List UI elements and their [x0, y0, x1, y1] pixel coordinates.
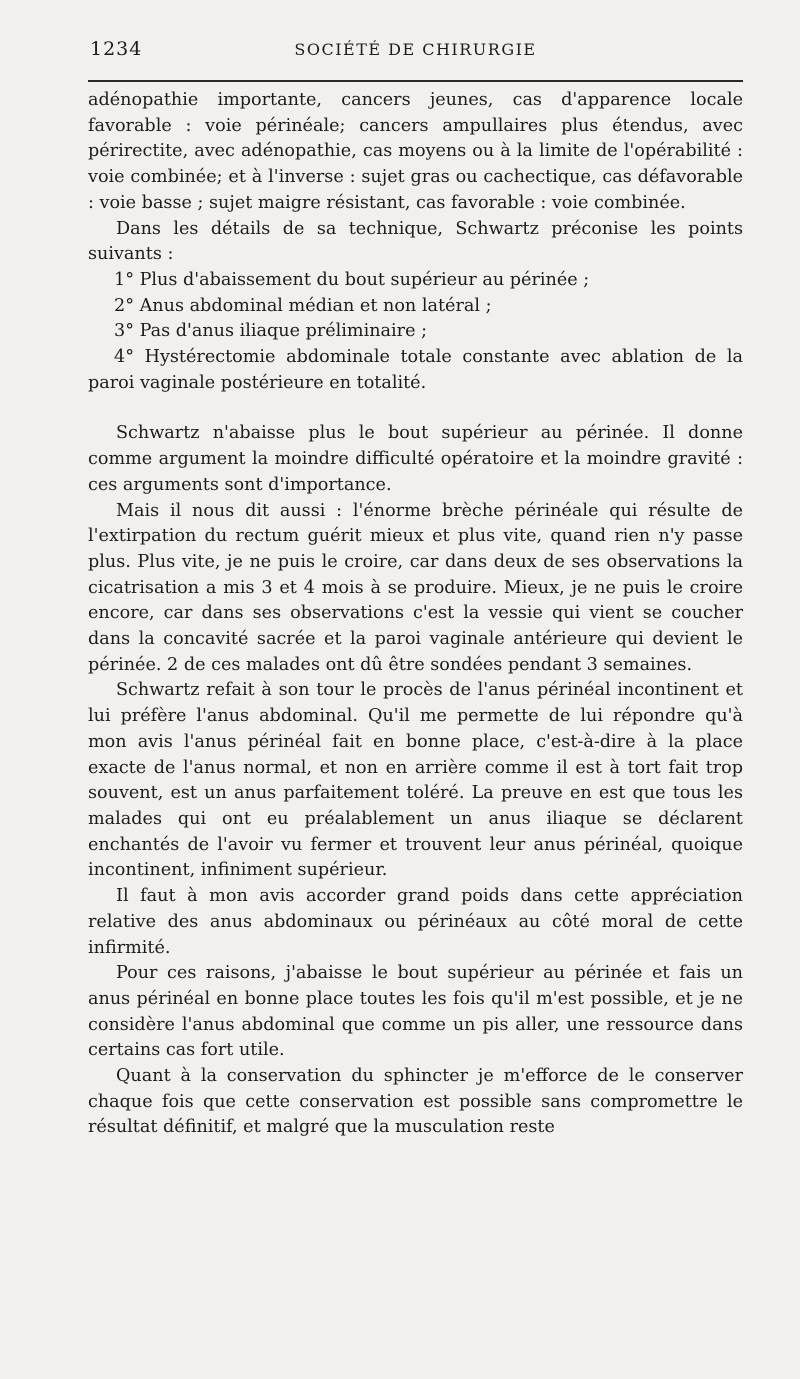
list-item-3: 3° Pas d'anus iliaque préliminaire ; — [114, 321, 428, 342]
list-item-1: 1° Plus d'abaissement du bout supérieur au périnée ; — [114, 269, 590, 290]
section-gap — [88, 396, 743, 421]
page-number: 1234 — [90, 38, 143, 60]
paragraph-anus-perineal: Schwartz refait à son tour le procès de l'anus périnéal incontinent et lui préfère l'anus abdominal. Qu'il me permette de lui répondre qu'à mon avis l'anus périnéal fait en bonne place, c'est-à-dire à la place exacte de l'anus normal, et non en arrière comme il est à tort fait trop souvent, est un anus parfaitement toléré. La preuve en est que tous les malades qui ont eu préalablement un anus iliaque se déclarent enchantés de l'avoir vu fermer et trouvent leur anus périnéal, quoique incontinent, infiniment supérieur. — [88, 680, 743, 881]
running-title: SOCIÉTÉ DE CHIRURGIE — [294, 40, 537, 59]
page-header — [88, 34, 743, 66]
paragraph-breche-perineale: Mais il nous dit aussi : l'énorme brèche périnéale qui résulte de l'extirpation du rectum guérit mieux et plus vite, quand rien n'y passe plus. Plus vite, je ne puis le croire, car dans deux de ses observations la cicatrisation a mis 3 et 4 mois à se produire. Mieux, je ne puis le croire encore, car dans ses observations c'est la vessie qui vient se coucher dans la concavité sacrée et la paroi vaginale antérieure qui devient le périnée. 2 de ces malades ont dû être sondées pendant 3 semaines. — [88, 500, 743, 675]
list-item-2: 2° Anus abdominal médian et non latéral ; — [114, 295, 492, 316]
list-item-4: 4° Hystérectomie abdominale totale constante avec ablation de la paroi vaginale postérieure en totalité. — [88, 347, 743, 393]
header-rule — [88, 80, 743, 82]
paragraph-poids-moral: Il faut à mon avis accorder grand poids dans cette appréciation relative des anus abdominaux ou périnéaux au côté moral de cette infirmité. — [88, 886, 743, 958]
paragraph-sphincter: Quant à la conservation du sphincter je m'efforce de le conserver chaque fois que cette conservation est possible sans compromettre le résultat définitif, et malgré que la musculation reste — [88, 1066, 743, 1138]
body-text — [88, 88, 743, 1141]
paragraph-raisons: Pour ces raisons, j'abaisse le bout supérieur au périnée et fais un anus périnéal en bonne place toutes les fois qu'il m'est possible, et je ne considère l'anus abdominal que comme un pis aller, une ressource dans certains cas fort utile. — [88, 963, 743, 1061]
paragraph-technique-intro: Dans les détails de sa technique, Schwartz préconise les points suivants : — [88, 218, 743, 265]
paragraph-schwartz-argument: Schwartz n'abaisse plus le bout supérieur au périnée. Il donne comme argument la moindre difficulté opératoire et la moindre gravité : ces arguments sont d'importance. — [88, 423, 743, 495]
paragraph-continuation: adénopathie importante, cancers jeunes, cas d'apparence locale favorable : voie périnéale; cancers ampullaires plus étendus, avec périrectite, avec adénopathie, cas moyens ou à la limite de l'opérabilité : voie combinée; et à l'inverse : sujet gras ou cachectique, cas défavorable : voie basse ; sujet maigre résistant, cas favorable : voie combinée. — [88, 90, 743, 213]
